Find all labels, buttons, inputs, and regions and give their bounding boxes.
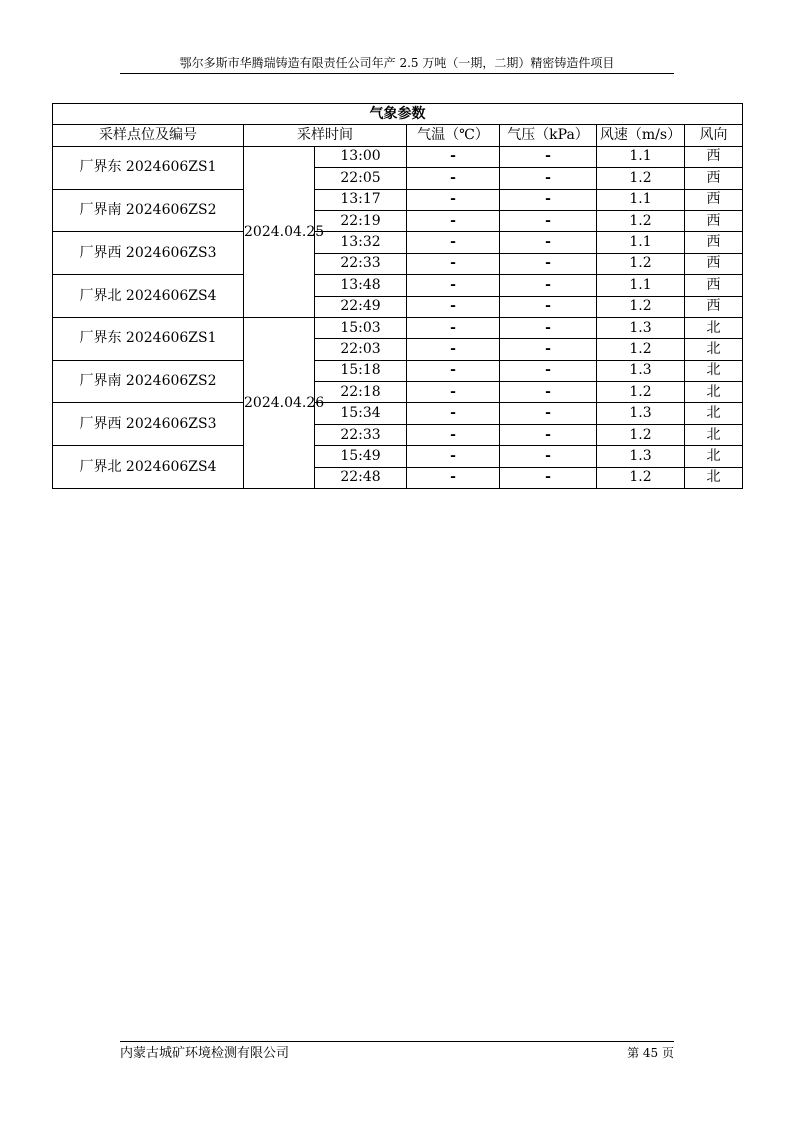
temperature-cell: - bbox=[407, 232, 500, 253]
wind-direction-cell: 西 bbox=[685, 146, 743, 167]
sampling-time-cell: 15:03 bbox=[315, 317, 407, 338]
table-title-row bbox=[53, 104, 743, 125]
pressure-cell: - bbox=[500, 467, 597, 488]
wind-direction-cell: 北 bbox=[685, 467, 743, 488]
wind-direction-cell: 北 bbox=[685, 446, 743, 467]
wind-speed-cell: 1.2 bbox=[597, 210, 685, 231]
pressure-cell: - bbox=[500, 382, 597, 403]
sampling-time-cell: 22:19 bbox=[315, 210, 407, 231]
temperature-cell: - bbox=[407, 360, 500, 381]
sampling-time-cell: 13:48 bbox=[315, 275, 407, 296]
sampling-time-cell: 15:18 bbox=[315, 360, 407, 381]
temperature-cell: - bbox=[407, 168, 500, 189]
table-row bbox=[53, 360, 743, 381]
header-divider bbox=[120, 73, 674, 74]
pressure-cell: - bbox=[500, 403, 597, 424]
wind-direction-cell: 西 bbox=[685, 232, 743, 253]
wind-direction-cell: 西 bbox=[685, 296, 743, 317]
table-row bbox=[53, 232, 743, 253]
sampling-point-cell: 厂界东 2024606ZS1 bbox=[53, 317, 244, 360]
pressure-cell: - bbox=[500, 424, 597, 445]
table-header-row bbox=[53, 125, 743, 146]
temperature-cell: - bbox=[407, 275, 500, 296]
temperature-cell: - bbox=[407, 467, 500, 488]
sampling-date-cell: 2024.04.25 bbox=[244, 146, 315, 317]
wind-speed-cell: 1.2 bbox=[597, 168, 685, 189]
column-header-temperature: 气温（℃） bbox=[407, 125, 500, 146]
table-row bbox=[53, 275, 743, 296]
pressure-cell: - bbox=[500, 232, 597, 253]
wind-direction-cell: 北 bbox=[685, 382, 743, 403]
wind-speed-cell: 1.3 bbox=[597, 446, 685, 467]
pressure-cell: - bbox=[500, 168, 597, 189]
sampling-time-cell: 22:48 bbox=[315, 467, 407, 488]
wind-speed-cell: 1.1 bbox=[597, 232, 685, 253]
wind-direction-cell: 北 bbox=[685, 339, 743, 360]
wind-direction-cell: 西 bbox=[685, 253, 743, 274]
pressure-cell: - bbox=[500, 339, 597, 360]
sampling-point-cell: 厂界西 2024606ZS3 bbox=[53, 403, 244, 446]
column-header-wind-speed: 风速（m/s） bbox=[597, 125, 685, 146]
table-row bbox=[53, 146, 743, 167]
wind-speed-cell: 1.2 bbox=[597, 382, 685, 403]
sampling-time-cell: 22:49 bbox=[315, 296, 407, 317]
column-header-wind-direction: 风向 bbox=[685, 125, 743, 146]
wind-speed-cell: 1.2 bbox=[597, 339, 685, 360]
footer-company: 内蒙古城矿环境检测有限公司 bbox=[120, 1046, 290, 1061]
wind-speed-cell: 1.2 bbox=[597, 424, 685, 445]
footer-page-number: 第 45 页 bbox=[627, 1046, 674, 1060]
pressure-cell: - bbox=[500, 253, 597, 274]
sampling-time-cell: 15:49 bbox=[315, 446, 407, 467]
wind-speed-cell: 1.1 bbox=[597, 275, 685, 296]
temperature-cell: - bbox=[407, 146, 500, 167]
temperature-cell: - bbox=[407, 317, 500, 338]
temperature-cell: - bbox=[407, 296, 500, 317]
table-row bbox=[53, 403, 743, 424]
wind-speed-cell: 1.3 bbox=[597, 317, 685, 338]
footer-divider bbox=[120, 1041, 674, 1042]
sampling-point-cell: 厂界东 2024606ZS1 bbox=[53, 146, 244, 189]
pressure-cell: - bbox=[500, 317, 597, 338]
sampling-time-cell: 22:18 bbox=[315, 382, 407, 403]
wind-speed-cell: 1.1 bbox=[597, 189, 685, 210]
wind-direction-cell: 西 bbox=[685, 189, 743, 210]
wind-speed-cell: 1.3 bbox=[597, 403, 685, 424]
sampling-point-cell: 厂界南 2024606ZS2 bbox=[53, 360, 244, 403]
pressure-cell: - bbox=[500, 275, 597, 296]
table-row bbox=[53, 189, 743, 210]
pressure-cell: - bbox=[500, 296, 597, 317]
sampling-time-cell: 22:05 bbox=[315, 168, 407, 189]
wind-speed-cell: 1.1 bbox=[597, 146, 685, 167]
temperature-cell: - bbox=[407, 210, 500, 231]
sampling-time-cell: 22:03 bbox=[315, 339, 407, 360]
column-header-time: 采样时间 bbox=[244, 125, 407, 146]
column-header-pressure: 气压（kPa） bbox=[500, 125, 597, 146]
wind-direction-cell: 北 bbox=[685, 360, 743, 381]
wind-direction-cell: 北 bbox=[685, 403, 743, 424]
page-header: 鄂尔多斯市华腾瑞铸造有限责任公司年产 2.5 万吨（一期，二期）精密铸造件项目 bbox=[179, 56, 615, 70]
wind-speed-cell: 1.2 bbox=[597, 467, 685, 488]
column-header-point: 采样点位及编号 bbox=[53, 125, 244, 146]
wind-direction-cell: 西 bbox=[685, 275, 743, 296]
wind-direction-cell: 北 bbox=[685, 317, 743, 338]
temperature-cell: - bbox=[407, 253, 500, 274]
weather-table bbox=[52, 103, 743, 489]
temperature-cell: - bbox=[407, 382, 500, 403]
wind-direction-cell: 西 bbox=[685, 210, 743, 231]
sampling-time-cell: 22:33 bbox=[315, 253, 407, 274]
pressure-cell: - bbox=[500, 146, 597, 167]
pressure-cell: - bbox=[500, 189, 597, 210]
wind-speed-cell: 1.2 bbox=[597, 296, 685, 317]
sampling-time-cell: 22:33 bbox=[315, 424, 407, 445]
sampling-time-cell: 13:17 bbox=[315, 189, 407, 210]
wind-direction-cell: 西 bbox=[685, 168, 743, 189]
temperature-cell: - bbox=[407, 403, 500, 424]
temperature-cell: - bbox=[407, 189, 500, 210]
temperature-cell: - bbox=[407, 339, 500, 360]
wind-speed-cell: 1.2 bbox=[597, 253, 685, 274]
table-title: 气象参数 bbox=[53, 104, 743, 125]
table-row bbox=[53, 317, 743, 338]
table-row bbox=[53, 446, 743, 467]
sampling-time-cell: 13:32 bbox=[315, 232, 407, 253]
wind-direction-cell: 北 bbox=[685, 424, 743, 445]
pressure-cell: - bbox=[500, 210, 597, 231]
sampling-point-cell: 厂界北 2024606ZS4 bbox=[53, 275, 244, 318]
sampling-time-cell: 13:00 bbox=[315, 146, 407, 167]
sampling-point-cell: 厂界南 2024606ZS2 bbox=[53, 189, 244, 232]
sampling-time-cell: 15:34 bbox=[315, 403, 407, 424]
temperature-cell: - bbox=[407, 424, 500, 445]
sampling-date-cell: 2024.04.26 bbox=[244, 317, 315, 488]
temperature-cell: - bbox=[407, 446, 500, 467]
table-body bbox=[53, 104, 743, 489]
sampling-point-cell: 厂界北 2024606ZS4 bbox=[53, 446, 244, 489]
wind-speed-cell: 1.3 bbox=[597, 360, 685, 381]
sampling-point-cell: 厂界西 2024606ZS3 bbox=[53, 232, 244, 275]
pressure-cell: - bbox=[500, 360, 597, 381]
pressure-cell: - bbox=[500, 446, 597, 467]
